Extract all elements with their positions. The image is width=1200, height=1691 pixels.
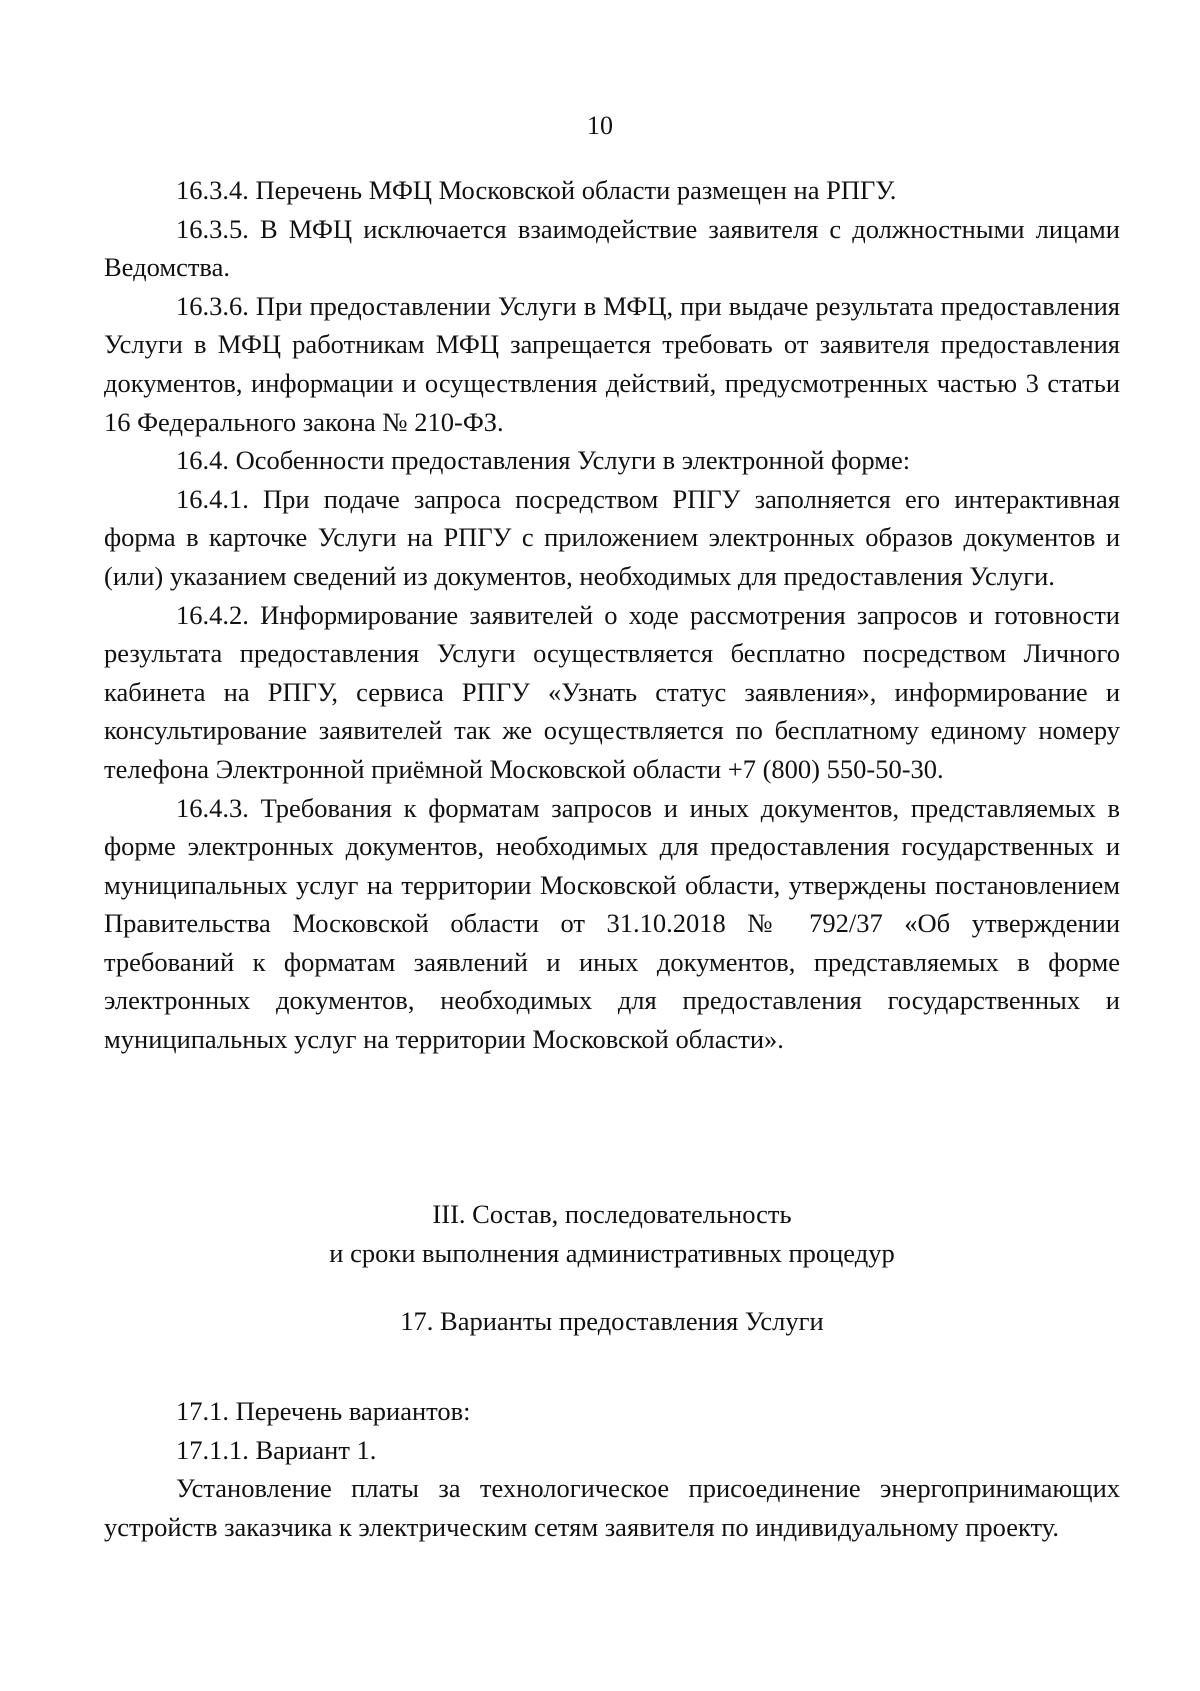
paragraph-16-4-3: 16.4.3. Требования к форматам запросов и иных документов, представляемых в форме электронных документов, необходимых для предоставления государственных и муниципальных услуг на территории Московской области, утверждены постановлением Правительства Московской области от 31.10.2018 № 792/37 «Об утверждении требований к форматам заявлений и иных документов, представляемых в форме электронных документов, необходимых для предоставления государственных и муниципальных услуг на территории Московской области». bbox=[104, 792, 1120, 1055]
subsection-heading bbox=[104, 1302, 1120, 1341]
paragraph-16-4-2: 16.4.2. Информирование заявителей о ходе рассмотрения запросов и готовности результата предоставления Услуги осуществляется бесплатно посредством Личного кабинета на РПГУ, сервиса РПГУ «Узнать статус заявления», информирование и консультирование заявителей так же осуществляется по бесплатному единому номеру телефона Электронной приёмной Московской области +7 (800) 550-50-30. bbox=[104, 599, 1120, 784]
section-heading-line-2: и сроки выполнения административных процедур bbox=[329, 1237, 895, 1268]
paragraph-variant-1-description: Установление платы за технологическое присоединение энергопринимающих устройств заказчика к электрическим сетям заявителя по индивидуальному проекту. bbox=[104, 1473, 1120, 1542]
paragraph-16-4: 16.4. Особенности предоставления Услуги в электронной форме: bbox=[176, 445, 911, 476]
paragraph-16-4-1: 16.4.1. При подаче запроса посредством РПГУ заполняется его интерактивная форма в карточке Услуги на РПГУ с приложением электронных образов документов и (или) указанием сведений из документов, необходимых для предоставления Услуги. bbox=[104, 483, 1120, 591]
subsection-heading-text: 17. Варианты предоставления Услуги bbox=[400, 1306, 824, 1336]
variants-list bbox=[104, 1392, 1120, 1546]
section-heading-line-1: III. Состав, последовательность bbox=[432, 1199, 792, 1229]
body-text bbox=[104, 171, 1120, 1059]
page-number: 10 bbox=[587, 111, 613, 140]
section-heading bbox=[104, 1195, 1120, 1272]
paragraph-17-1: 17.1. Перечень вариантов: bbox=[176, 1396, 471, 1426]
paragraph-16-3-6: 16.3.6. При предоставлении Услуги в МФЦ, при выдаче результата предоставления Услуги в МФЦ работникам МФЦ запрещается требовать от заявителя предоставления документов, информации и осуществления действий, предусмотренных частью 3 статьи 16 Федерального закона № 210-ФЗ. bbox=[104, 290, 1120, 437]
paragraph-16-3-4: 16.3.4. Перечень МФЦ Московской области размещен на РПГУ. bbox=[176, 175, 897, 205]
paragraph-17-1-1: 17.1.1. Вариант 1. bbox=[176, 1434, 377, 1465]
paragraph-16-3-5: 16.3.5. В МФЦ исключается взаимодействие заявителя с должностными лицами Ведомства. bbox=[104, 213, 1120, 283]
